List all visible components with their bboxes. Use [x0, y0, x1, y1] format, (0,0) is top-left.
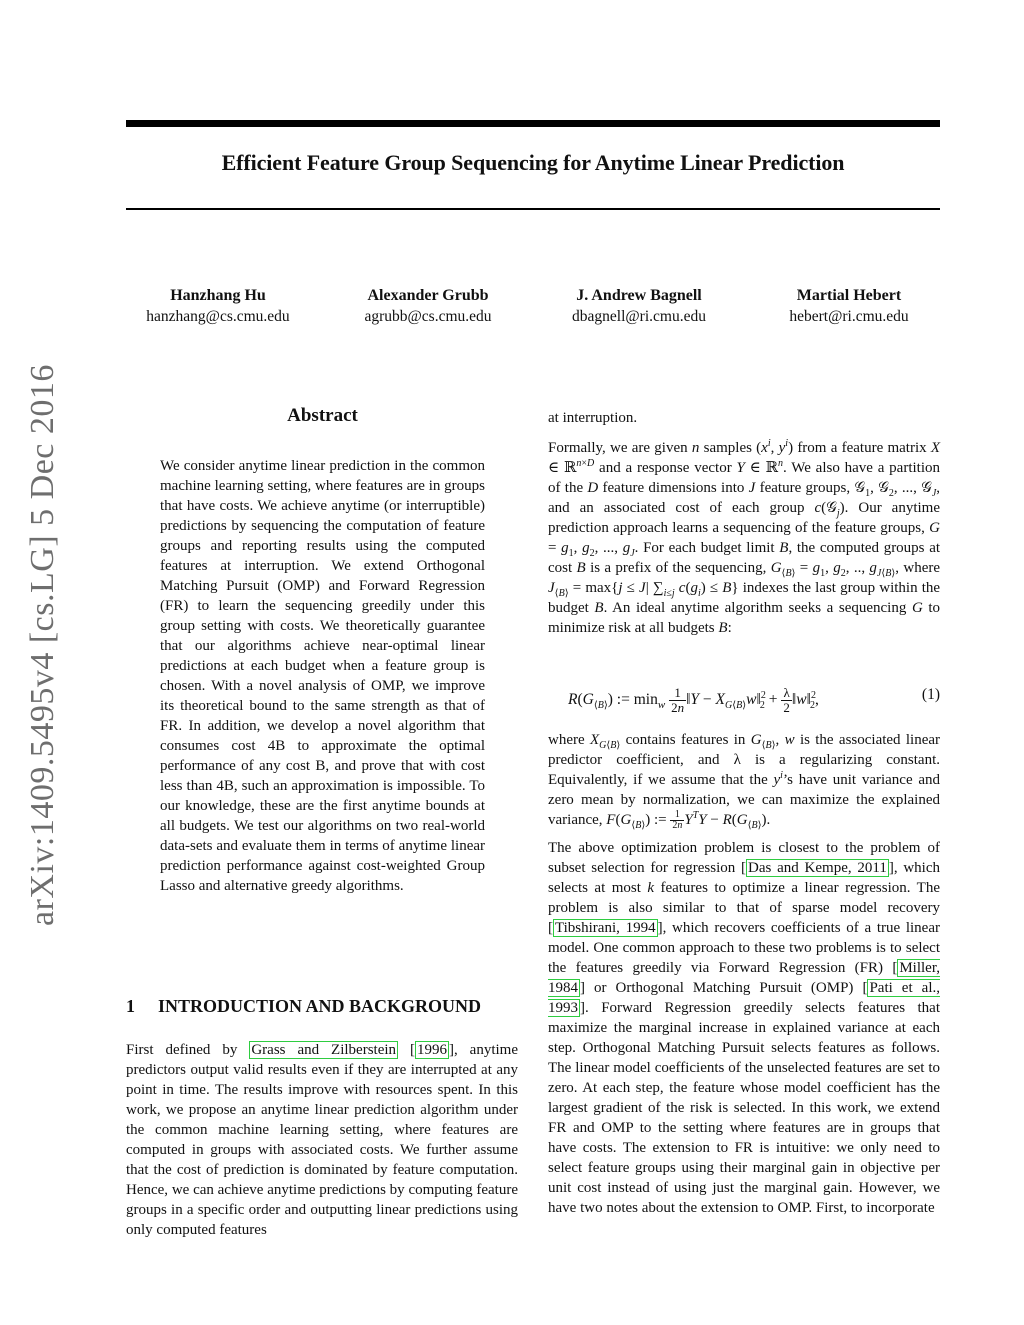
- citation-link[interactable]: Das and Kempe, 2011: [748, 860, 887, 876]
- author-block: [328, 285, 528, 327]
- section-title: INTRODUCTION AND BACKGROUND: [158, 996, 482, 1016]
- explained-variance-paragraph: where $X_{G⟨B⟩}$ contains features in $G_{⟨B⟩}$, w is the associated linear predictor coefficient, and λ is a regularizing constant. Equivalently, if we assume that the $y^i’s$ have unit variance and zero mean by normalization, we can maximize the explained variance, $F(G_{⟨B⟩})$ := $\frac{1}{2n}$ $Y^TY - R(G_{⟨B⟩})$.: [548, 732, 941, 832]
- author-block: [749, 285, 949, 327]
- citation-year-link[interactable]: 1996: [416, 1042, 447, 1058]
- equation-risk: [548, 678, 940, 718]
- citation-link[interactable]: Grass and Zilberstein: [251, 1042, 397, 1058]
- title-bottom-rule: [126, 208, 940, 210]
- author-block: [118, 285, 318, 327]
- intro-text: , anytime predictors output valid results even if they are interrupted at any point in time. The results improve with resources spent. In this work, we propose an anytime linear prediction algorithm under the common machine learning setting, where features are computed in groups with associated costs. We further assume that the cost of prediction is dominated by feature computation. Hence, we can achieve anytime predictions by computing feature groups in a specific order and outputting linear predictions using only computed features: [126, 1042, 518, 1238]
- intro-lead: First defined by: [126, 1042, 238, 1058]
- equation-expression: $R(G_{⟨B⟩})$ := $\min_w$ $\frac{1}{2n}$ ‖Y − $X_{G⟨B⟩}w‖^2_2$ + $\frac{\lambda}{2}$ ‖w‖$^2_2$,: [568, 685, 819, 715]
- continuation-text: at interruption.: [548, 410, 638, 426]
- formal-setup-paragraph: Formally, we are given n samples ($x^i$, $y^i$) from a feature matrix X ∈ ℝ$^{n\times D}$ and a response vector Y ∈ ℝ$^n$. We also have a partition of the D feature dimensions into J feature groups, 𝒢$_1$, 𝒢$_2$, ..., 𝒢$_J$, and an associated cost of each group c(𝒢$_j$). Our anytime prediction approach learns a sequencing of the feature groups, $G = g_1$, $g_2$, ..., $g_J$. For each budget limit B, the computed groups at cost B is a prefix of the sequencing, $G_{⟨B⟩} = g_1$, $g_2$, .., $g_{J⟨B⟩}$, where $J_{⟨B⟩} = \max\{j \le J|$ $\sum_{i\le j}$ $c(g_i) \le B$} indexes the last group within the budget B. An ideal anytime algorithm seeks a sequencing G to minimize risk at all budgets B:: [548, 438, 941, 636]
- author-email: hanzhang@cs.cmu.edu: [146, 308, 290, 325]
- section-number: 1: [126, 996, 135, 1016]
- equation-number: (1): [921, 686, 940, 703]
- citation-link[interactable]: Tibshirani, 1994: [555, 920, 656, 936]
- abstract-heading: Abstract: [287, 405, 358, 426]
- author-name: J. Andrew Bagnell: [576, 287, 702, 304]
- arxiv-stamp: arXiv:1409.5495v4 [cs.LG] 5 Dec 2016: [24, 364, 61, 926]
- author-block: [539, 285, 739, 327]
- abstract-text: We consider anytime linear prediction in the common machine learning setting, where features are in groups that have costs. We achieve anytime (or interruptible) predictions by sequencing the computation of feature groups and reporting results using the computed features at interruption. We extend Orthogonal Matching Pursuit (OMP) and Forward Regression (FR) to learn the sequencing greedily under this group setting with costs. We theoretically guarantee that our algorithms achieve near-optimal linear predictions at each budget when a feature group is chosen. With a novel analysis of OMP, we improve its theoretical bound to the same strength as that of FR. In addition, we develop a novel algorithm that consumes cost 4B to approximate the optimal performance of any cost B, and prove that with cost less than 4B, such an approximation is impossible. To our knowledge, these are the first anytime bounds at all budgets. We test our algorithms on two real-world data-sets and evaluate them in terms of anytime linear prediction performance against cost-weighted Group Lasso and alternative greedy algorithms.: [160, 458, 485, 894]
- citation-link[interactable]: Pati et al., 1993: [548, 980, 940, 1016]
- intro-paragraph: First defined by Grass and Zilberstein [ 1996 ], anytime predictors output valid results even if they are interrupted at any point in time. The results improve with resources spent. In this work, we propose an anytime linear prediction algorithm under the common machine learning setting, where features are computed in groups with associated costs. We further assume that the cost of prediction is dominated by feature computation. Hence, we can achieve anytime predictions by computing feature groups in a specific order and outputting linear predictions using only computed features: [126, 1042, 518, 1238]
- paper-title: Efficient Feature Group Sequencing for Anytime Linear Prediction: [221, 150, 845, 175]
- author-name: Hanzhang Hu: [170, 287, 266, 304]
- top-rule: [126, 120, 940, 127]
- section-heading: [126, 996, 526, 1017]
- author-email: dbagnell@ri.cmu.edu: [572, 308, 706, 325]
- author-email: agrubb@cs.cmu.edu: [364, 308, 492, 325]
- citation-link[interactable]: Miller, 1984: [548, 960, 940, 996]
- related-work-paragraph: The above optimization problem is closest to the problem of subset selection for regression [ Das and Kempe, 2011 ], which selects at most k features to optimize a linear regression. The problem is also similar to that of sparse model recovery [ Tibshirani, 1994 ], which recovers coefficients of a true linear model. One common approach to these two problems is to select the features greedily via Forward Regression (FR) [ Miller, 1984 ] or Orthogonal Matching Pursuit (OMP) [ Pati et al., 1993 ]. Forward Regression greedily selects features that maximize the marginal increase in explained variance at each step. Orthogonal Matching Pursuit selects features as follows. The linear model coefficients of the unselected features are set to zero. At each step, the feature whose model coefficient has the largest gradient of the risk is selected. In this work, we extend FR and OMP to the setting where features are in groups that have costs. The extension to FR is intuitive: we only need to select feature groups using their marginal gain in objective per unit cost instead of using just the marginal gain. However, we have two notes about the extension to OMP. First, to incorporate: [548, 840, 941, 1216]
- author-name: Martial Hebert: [796, 287, 902, 304]
- author-email: hebert@ri.cmu.edu: [789, 308, 909, 325]
- author-name: Alexander Grubb: [367, 287, 489, 304]
